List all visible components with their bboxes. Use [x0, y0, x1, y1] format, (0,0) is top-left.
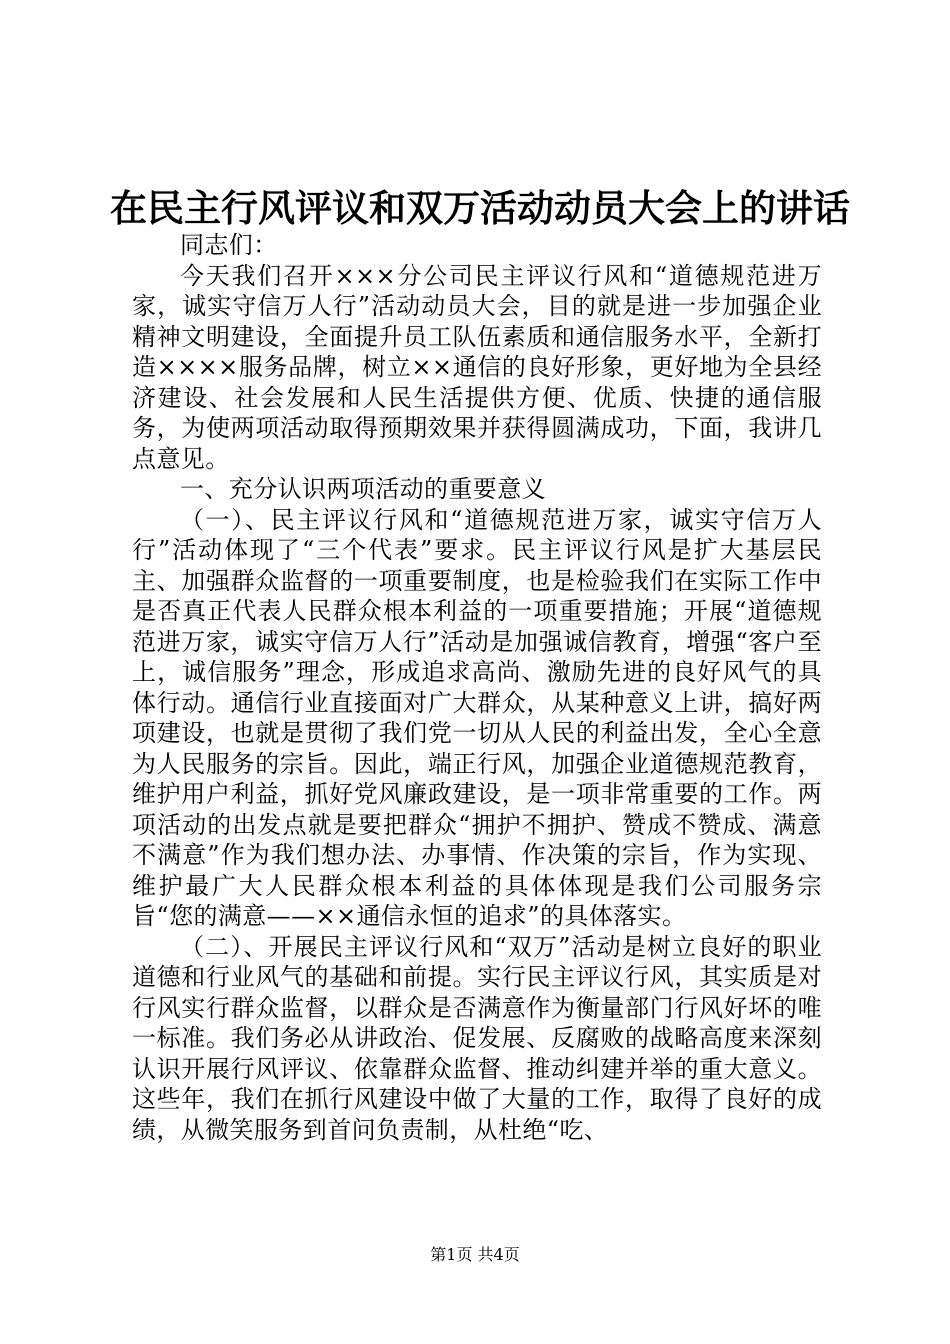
document-body — [132, 230, 822, 1145]
document-title: 在民主行风评议和双万活动动员大会上的讲话 — [110, 187, 850, 230]
salutation-paragraph: 同志们： — [180, 231, 278, 259]
body-paragraph: （二）、开展民主评议行风和“双万”活动是树立良好的职业道德和行业风气的基础和前提。实行民主评议行风，其实质是对行风实行群众监督，以群众是否满意作为衡量部门行风好坏的唯一标准。我们务必从讲政治、促发展、反腐败的战略高度来深刻认识开展行风评议、依靠群众监督、推动纠建并举的重大意义。这些年，我们在抓行风建设中做了大量的工作，取得了良好的成绩，从微笑服务到首问负责制，从杜绝“吃、 — [132, 932, 822, 1144]
section-heading: 一、充分认识两项活动的重要意义 — [180, 475, 546, 503]
page-footer: 第1页 共4页 — [430, 1245, 520, 1264]
intro-paragraph: 今天我们召开×××分公司民主评议行风和“道德规范进万家，诚实守信万人行”活动动员大会，目的就是进一步加强企业精神文明建设，全面提升员工队伍素质和通信服务水平，全新打造××××服务品牌，树立××通信的良好形象，更好地为全县经济建设、社会发展和人民生活提供方便、优质、快捷的通信服务，为使两项活动取得预期效果并获得圆满成功，下面，我讲几点意见。 — [132, 261, 822, 473]
body-paragraph: （一）、民主评议行风和“道德规范进万家，诚实守信万人行”活动体现了“三个代表”要求。民主评议行风是扩大基层民主、加强群众监督的一项重要制度，也是检验我们在实际工作中是否真正代表人民群众根本利益的一项重要措施；开展“道德规范进万家，诚实守信万人行”活动是加强诚信教育，增强“客户至上，诚信服务”理念，形成追求高尚、激励先进的良好风气的具体行动。通信行业直接面对广大群众，从某种意义上讲，搞好两项建设，也就是贯彻了我们党一切从人民的利益出发，全心全意为人民服务的宗旨。因此，端正行风，加强企业道德规范教育，维护用户利益，抓好党风廉政建设，是一项非常重要的工作。两项活动的出发点就是要把群众“拥护不拥护、赞成不赞成、满意不满意”作为我们想办法、办事情、作决策的宗旨，作为实现、维护最广大人民群众根本利益的具体体现是我们公司服务宗旨“您的满意——××通信永恒的追求”的具体落实。 — [132, 505, 822, 930]
